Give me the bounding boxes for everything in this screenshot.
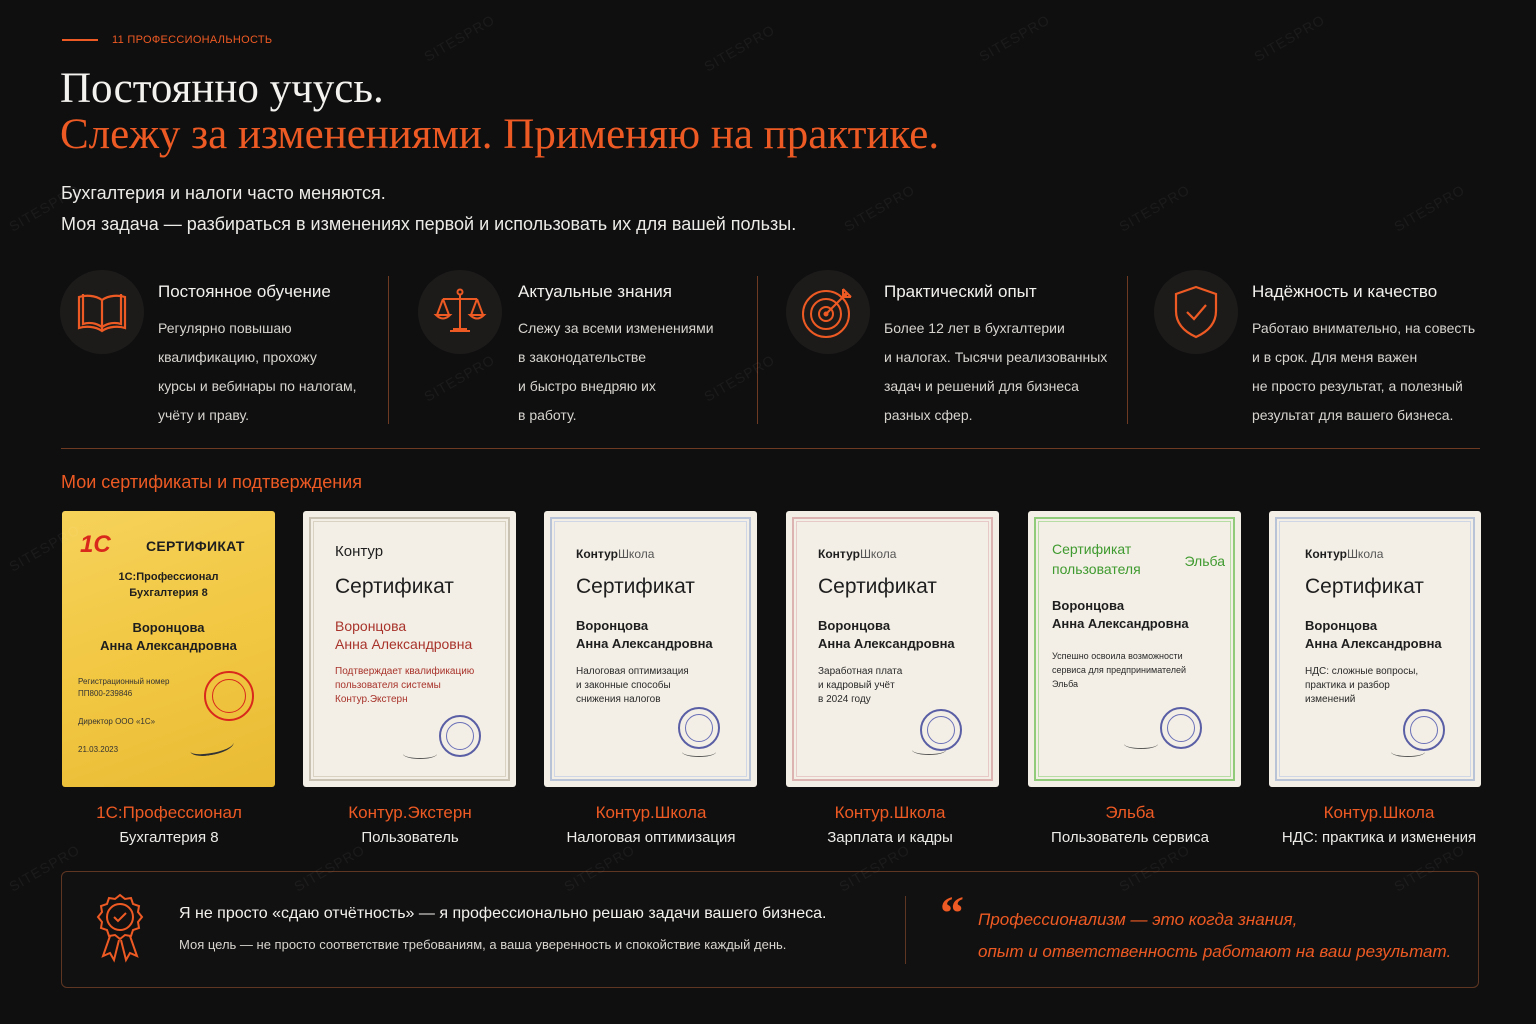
- stamp-icon: [439, 715, 481, 757]
- certificate-desc: [335, 665, 474, 707]
- feature-desc-line: и налогах. Тысячи реализованных: [884, 349, 1108, 365]
- certificate-name-line: Анна Александровна: [576, 636, 713, 651]
- certificate-name-line: Воронцова: [1305, 618, 1378, 633]
- feature-desc-line: учёту и праву.: [158, 407, 250, 423]
- caption-brand: Контур.Школа: [834, 803, 946, 822]
- certificate-name-line: Анна Александровна: [1052, 616, 1189, 631]
- feature-divider: [388, 276, 389, 424]
- certificate-name-line: Воронцова: [818, 618, 891, 633]
- certificate-desc-line: снижения налогов: [576, 694, 661, 705]
- certificate-desc: [576, 665, 689, 707]
- reg-number: ПП800-239846: [78, 689, 133, 698]
- feature-knowledge: [418, 270, 748, 426]
- certificate-name: [576, 617, 713, 653]
- certificate-heading: Сертификат: [335, 575, 454, 598]
- watermark: SITESPRO: [701, 21, 778, 75]
- certificates-heading: Мои сертификаты и подтверждения: [61, 472, 362, 492]
- signature-icon: [403, 749, 437, 759]
- certificate-name-line: Воронцова: [335, 618, 407, 634]
- certificate-name: [818, 617, 955, 653]
- certificate-kontur-school-vat[interactable]: [1269, 511, 1481, 787]
- caption-subtitle: НДС: практика и изменения: [1281, 829, 1477, 846]
- watermark: SITESPRO: [1391, 181, 1468, 235]
- summary-panel: [61, 871, 1479, 988]
- watermark: SITESPRO: [561, 841, 638, 895]
- signature-icon: [1391, 747, 1425, 757]
- caption-subtitle: Налоговая оптимизация: [566, 829, 736, 846]
- caption-brand: Эльба: [1105, 803, 1155, 822]
- certificate-desc: [1052, 649, 1186, 691]
- stamp-icon: [1160, 707, 1202, 749]
- certificate-heading-line: пользователя: [1052, 561, 1141, 577]
- brand-bold: Контур: [1305, 547, 1347, 561]
- summary-divider: [905, 896, 906, 964]
- watermark: SITESPRO: [1116, 181, 1193, 235]
- feature-desc-line: результат для вашего бизнеса.: [1252, 407, 1454, 423]
- certificate-product-line: Бухгалтерия 8: [129, 587, 208, 599]
- watermark: SITESPRO: [421, 351, 498, 405]
- certificate-caption: [1249, 800, 1509, 850]
- feature-desc-line: Слежу за всеми изменениями: [518, 320, 714, 336]
- caption-subtitle: Бухгалтерия 8: [119, 829, 219, 846]
- certificate-desc-line: изменений: [1305, 694, 1356, 705]
- certificate-desc-line: в 2024 году: [818, 694, 871, 705]
- caption-brand: Контур.Школа: [595, 803, 707, 822]
- certificate-desc: [1305, 665, 1418, 707]
- summary-sub-text: Моя цель — не просто соответствие требованиям, а ваша уверенность и спокойствие каждый день.: [179, 937, 787, 952]
- signature-icon: [912, 745, 946, 755]
- certificate-heading: [1052, 539, 1141, 579]
- watermark: SITESPRO: [976, 11, 1053, 65]
- caption-subtitle: Пользователь сервиса: [1051, 829, 1209, 846]
- hero-title-line-2: Слежу за изменениями. Применяю на практике.: [60, 111, 940, 158]
- feature-desc-line: разных сфер.: [884, 407, 973, 423]
- certificate-brand: [818, 547, 896, 561]
- feature-desc-line: и в срок. Для меня важен: [1252, 349, 1418, 365]
- certificate-product-line: 1С:Профессионал: [118, 571, 219, 583]
- feature-title: Постоянное обучение: [158, 282, 331, 301]
- certificate-desc-line: Эльба: [1052, 679, 1079, 689]
- intro-line-2: Моя задача — разбираться в изменениях первой и использовать их для вашей пользы.: [61, 214, 797, 234]
- feature-desc-line: в законодательстве: [518, 349, 646, 365]
- certificate-name: [62, 619, 275, 655]
- director-label: Директор ООО «1С»: [78, 717, 156, 726]
- feature-divider: [1127, 276, 1128, 424]
- certificate-name-line: Анна Александровна: [100, 638, 237, 653]
- hero-title-line-1: Постоянно учусь.: [60, 65, 384, 112]
- certificate-elba[interactable]: [1028, 511, 1241, 787]
- certificate-name: [1052, 597, 1189, 633]
- certificate-caption: [521, 800, 781, 850]
- book-icon: [60, 270, 144, 354]
- watermark: SITESPRO: [1391, 841, 1468, 895]
- reg-label: Регистрационный номер: [78, 677, 170, 686]
- brand-bold: Контур: [818, 547, 860, 561]
- section-tag-label: 11 ПРОФЕССИОНАЛЬНОСТЬ: [112, 34, 273, 46]
- brand-light: Школа: [1346, 547, 1384, 561]
- brand-light: Школа: [617, 547, 655, 561]
- 1c-logo: 1С: [80, 531, 111, 558]
- shield-check-icon: [1154, 270, 1238, 354]
- watermark: SITESPRO: [6, 181, 83, 235]
- summary-quote-line: Профессионализм — это когда знания,: [978, 910, 1298, 929]
- feature-learning: [60, 270, 380, 426]
- caption-subtitle: Зарплата и кадры: [827, 829, 953, 846]
- watermark: SITESPRO: [291, 841, 368, 895]
- certificate-desc-line: Успешно освоила возможности: [1052, 651, 1183, 661]
- feature-title: Актуальные знания: [518, 282, 672, 301]
- feature-desc: [158, 314, 357, 430]
- certificate-desc-line: Налоговая оптимизация: [576, 666, 689, 677]
- brand-light: Школа: [859, 547, 897, 561]
- certificate-desc-line: пользователя системы: [335, 680, 441, 691]
- feature-desc-line: и быстро внедряю их: [518, 378, 656, 394]
- certificate-name: [1305, 617, 1442, 653]
- elba-logo: Эльба: [1184, 553, 1225, 569]
- summary-quote: [978, 904, 1451, 968]
- certificate-name-line: Воронцова: [576, 618, 649, 633]
- certificate-1c[interactable]: [62, 511, 275, 787]
- certificate-desc-line: Заработная плата: [818, 666, 903, 677]
- certificate-caption: [39, 800, 299, 850]
- certificate-date: 21.03.2023: [78, 745, 119, 754]
- certificate-name-line: Анна Александровна: [1305, 636, 1442, 651]
- certificate-name: [335, 617, 472, 653]
- certificate-desc-line: и кадровый учёт: [818, 680, 895, 691]
- watermark: SITESPRO: [1116, 841, 1193, 895]
- features-row: [60, 270, 1480, 426]
- certificate-desc-line: Подтверждает квалификацию: [335, 666, 475, 677]
- feature-desc-line: Работаю внимательно, на совесть: [1252, 320, 1476, 336]
- stamp-icon: [678, 707, 720, 749]
- certificate-caption: [760, 800, 1020, 850]
- section-tag: [62, 34, 272, 46]
- feature-title: Практический опыт: [884, 282, 1037, 301]
- watermark: SITESPRO: [6, 841, 83, 895]
- target-icon: [786, 270, 870, 354]
- brand-bold: Контур: [576, 547, 618, 561]
- caption-brand: 1С:Профессионал: [96, 803, 242, 822]
- certificate-name-line: Анна Александровна: [818, 636, 955, 651]
- hero-title: [60, 66, 939, 158]
- certificate-heading: Сертификат: [576, 575, 695, 598]
- certificate-heading-line: Сертификат: [1052, 541, 1132, 557]
- intro-line-1: Бухгалтерия и налоги часто меняются.: [61, 183, 386, 203]
- feature-desc: [884, 314, 1107, 430]
- certificate-brand: Контур: [335, 543, 384, 560]
- watermark: SITESPRO: [421, 11, 498, 65]
- certificate-brand: [1305, 547, 1383, 561]
- feature-desc-line: Регулярно повышаю: [158, 320, 292, 336]
- section-divider: [61, 448, 1480, 449]
- feature-desc: [1252, 314, 1475, 430]
- feature-reliability: [1154, 270, 1480, 426]
- watermark: SITESPRO: [841, 181, 918, 235]
- certificate-caption: [280, 800, 540, 850]
- certificate-desc-line: НДС: сложные вопросы,: [1305, 666, 1419, 677]
- intro-text: [61, 178, 796, 240]
- feature-desc-line: Более 12 лет в бухгалтерии: [884, 320, 1065, 336]
- certificate-desc-line: практика и разбор: [1305, 680, 1390, 691]
- watermark: SITESPRO: [6, 521, 83, 575]
- certificate-name-line: Анна Александровна: [335, 636, 473, 652]
- certificate-name-line: Воронцова: [1052, 598, 1125, 613]
- summary-main-text: Я не просто «сдаю отчётность» — я профессионально решаю задачи вашего бизнеса.: [179, 905, 827, 922]
- certificate-desc: [818, 665, 902, 707]
- feature-experience: [786, 270, 1126, 426]
- feature-desc-line: задач и решений для бизнеса: [884, 378, 1079, 394]
- award-medal-icon: [90, 892, 150, 969]
- caption-brand: Контур.Школа: [1323, 803, 1435, 822]
- stamp-icon: [204, 671, 254, 721]
- feature-desc-line: квалификацию, прохожу: [158, 349, 317, 365]
- feature-desc-line: не просто результат, а полезный: [1252, 378, 1463, 394]
- certificate-heading: Сертификат: [1305, 575, 1424, 598]
- watermark: SITESPRO: [1251, 11, 1328, 65]
- summary-quote-line: опыт и ответственность работают на ваш результат.: [978, 942, 1452, 961]
- watermark: SITESPRO: [836, 841, 913, 895]
- feature-divider: [757, 276, 758, 424]
- feature-desc-line: в работу.: [518, 407, 577, 423]
- certificate-product: [62, 569, 275, 601]
- feature-desc: [518, 314, 714, 430]
- certificate-desc-line: и законные способы: [576, 680, 671, 691]
- certificate-name-line: Воронцова: [132, 620, 205, 635]
- section-tag-line: [62, 39, 98, 41]
- feature-desc-line: курсы и вебинары по налогам,: [158, 378, 357, 394]
- signature-icon: [1124, 739, 1158, 749]
- feature-title: Надёжность и качество: [1252, 282, 1438, 301]
- caption-brand: Контур.Экстерн: [348, 803, 472, 822]
- certificate-kontur-school-payroll[interactable]: [786, 511, 999, 787]
- scales-icon: [418, 270, 502, 354]
- caption-subtitle: Пользователь: [361, 829, 459, 846]
- quote-icon: “: [940, 887, 964, 940]
- certificate-desc-line: Контур.Экстерн: [335, 694, 408, 705]
- certificate-desc-line: сервиса для предпринимателей: [1052, 665, 1187, 675]
- certificate-heading: СЕРТИФИКАТ: [146, 538, 245, 554]
- certificate-caption: [1000, 800, 1260, 850]
- stamp-icon: [1403, 709, 1445, 751]
- certificate-kontur-school-tax[interactable]: [544, 511, 757, 787]
- certificate-kontur-extern[interactable]: [303, 511, 516, 787]
- certificate-heading: Сертификат: [818, 575, 937, 598]
- signature-icon: [682, 747, 716, 757]
- watermark: SITESPRO: [701, 351, 778, 405]
- certificate-brand: [576, 547, 654, 561]
